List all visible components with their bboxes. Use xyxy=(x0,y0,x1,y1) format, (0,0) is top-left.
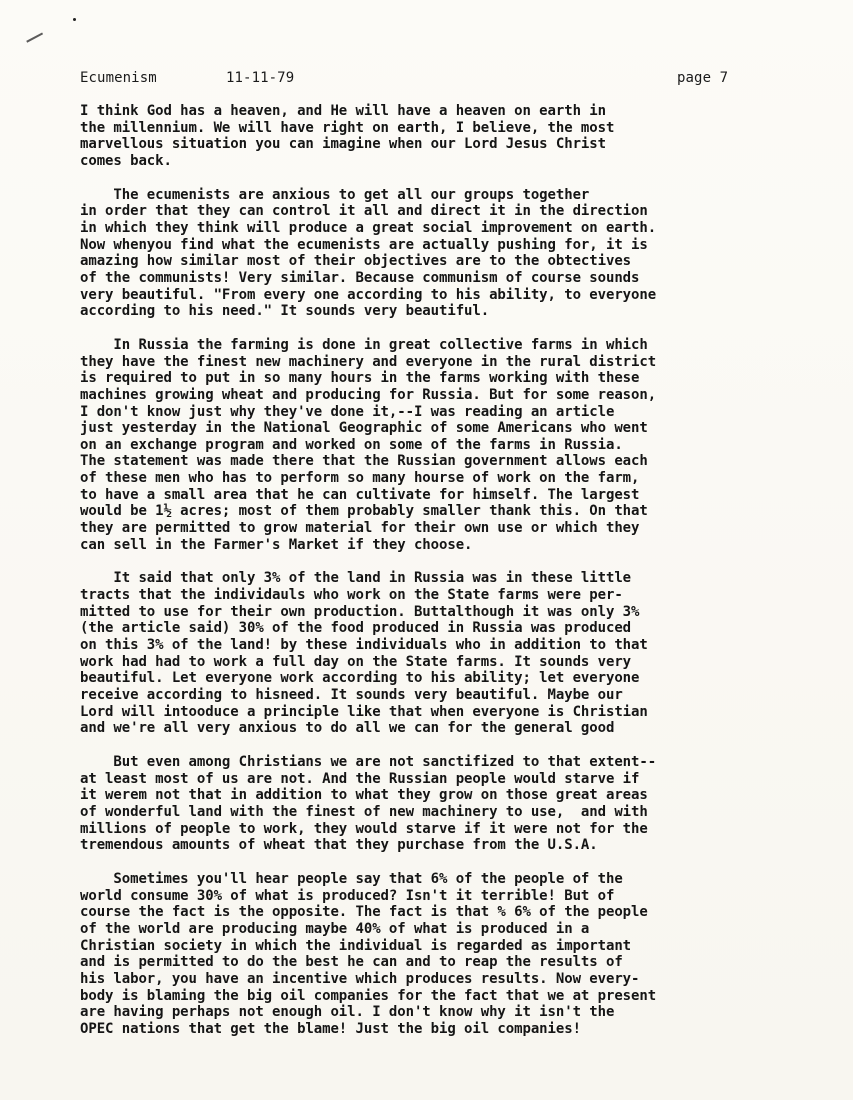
paragraph-5: But even among Christians we are not sanctifized to that extent-- at least most of us are not. And the Russian people would starve if it werem not that in addition to what they grow on those great areas of wonderful land with the finest of new machinery to use, and with millions of people to work, they would starve if it were not for the tremendous amounts of wheat that they purchase from the U.S.A. xyxy=(80,753,657,854)
paragraph-6: Sometimes you'll hear people say that 6% of the people of the world consume 30% of what is produced? Isn't it terrible! But of course the fact is the opposite. The fact is that % 6% of the people of the world are producing maybe 40% of what is produced in a Christian society in which the individual is regarded as important and is permitted to do the best he can and to reap the results of his labor, you have an incentive which produces results. Now every- body is blaming the big oil companies for the fact that we at present are having perhaps not enough oil. I don't know why it isn't the OPEC nations that get the blame! Just the big oil companies! xyxy=(80,870,657,1037)
paragraph-2: The ecumenists are anxious to get all our groups together in order that they can control it all and direct it in the direction in which they think will produce a great social improvement on earth. Now whenyou find what the ecumenists are actually pushing for, it is amazing how similar most of their objectives are to the obtectives of the communists! Very similar. Because communism of course sounds very beautiful. "From every one according to his ability, to everyone according to his need." It sounds very beautiful. xyxy=(80,186,657,320)
document-title: Ecumenism xyxy=(80,70,157,86)
pencil-mark xyxy=(26,32,48,51)
speck-mark xyxy=(73,18,76,21)
paragraph-3: In Russia the farming is done in great collective farms in which they have the finest new machinery and everyone in the rural district is required to put in so many hours in the farms working with these machines growing wheat and producing for Russia. But for some reason, I don't know just why they've done it,--I was reading an article just yesterday in the National Geographic of some Americans who went on an exchange program and worked on some of the farms in Russia. The statement was made there that the Russian government allows each of these men who has to perform so many hourse of work on the farm, to have a small area that he can cultivate for himself. The largest would be 1½ acres; most of them probably smaller thank this. On that they are permitted to grow material for their own use or which they can sell in the Farmer's Market if they choose. xyxy=(80,336,657,553)
page-number: page 7 xyxy=(677,70,729,86)
body-text xyxy=(80,103,810,1037)
page-header xyxy=(80,70,792,90)
paragraph-4: It said that only 3% of the land in Russia was in these little tracts that the individauls who work on the State farms were per- mitted to use for their own production. Buttalthough it was only 3% (the article said) 30% of the food produced in Russia was produced on this 3% of the land! by these individuals who in addition to that work had had to work a full day on the State farms. It sounds very beautiful. Let everyone work according to his ability; let everyone receive according to hisneed. It sounds very beautiful. Maybe our Lord will intooduce a principle like that when everyone is Christian and we're all very anxious to do all we can for the general good xyxy=(80,570,648,737)
paragraph-1: I think God has a heaven, and He will have a heaven on earth in the millennium. We will have right on earth, I believe, the most marvellous situation you can imagine when our Lord Jesus Christ comes back. xyxy=(80,103,615,169)
document-date: 11-11-79 xyxy=(226,70,295,86)
